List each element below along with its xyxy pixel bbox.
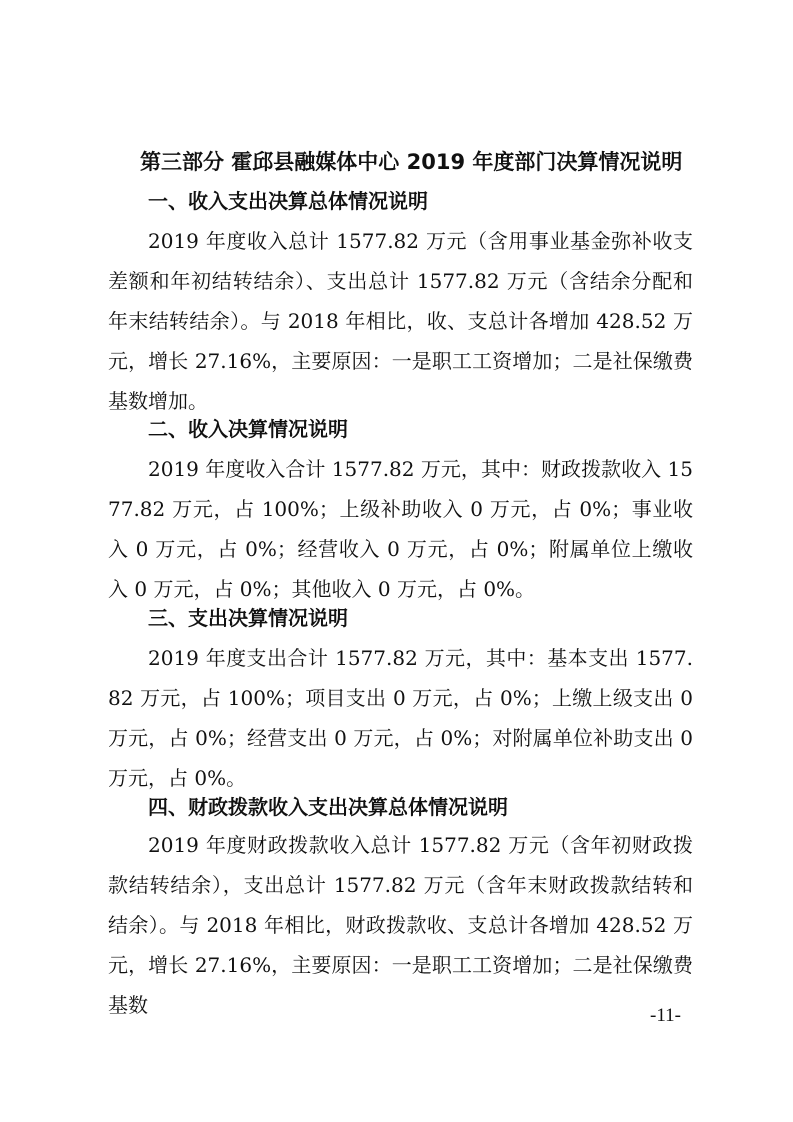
document-title: 第三部分 霍邱县融媒体中心 2019 年度部门决算情况说明 xyxy=(140,150,683,174)
section-heading-2: 二、收入决算情况说明 xyxy=(148,417,348,441)
section-heading-1: 一、收入支出决算总体情况说明 xyxy=(148,189,428,213)
section-heading-3: 三、支出决算情况说明 xyxy=(148,606,348,630)
section-paragraph-3: 2019 年度支出合计 1577.82 万元，其中：基本支出 1577.82 万元，占 100%；项目支出 0 万元，占 0%；上缴上级支出 0 万元，占 0%；经营支出 0 万元，占 0%；对附属单位补助支出 0 万元，占 0%。 xyxy=(108,646,693,790)
section-paragraph-2: 2019 年度收入合计 1577.82 万元，其中：财政拨款收入 1577.82 万元，占 100%；上级补助收入 0 万元，占 0%；事业收入 0 万元，占 0%；经营收入 0 万元，占 0%；附属单位上缴收入 0 万元，占 0%；其他收入 0 万元，占 0%。 xyxy=(108,457,693,601)
section-heading-4: 四、财政拨款收入支出决算总体情况说明 xyxy=(148,795,508,819)
section-paragraph-4: 2019 年度财政拨款收入总计 1577.82 万元（含年初财政拨款结转结余），支出总计 1577.82 万元（含年末财政拨款结转和结余）。与 2018 年相比，财政拨款收、支总计各增加 428.52 万元，增长 27.16%，主要原因：一是职工工资增加；二是社保缴费基数 xyxy=(108,833,693,1017)
page-number: -11- xyxy=(650,1005,681,1026)
section-paragraph-1: 2019 年度收入总计 1577.82 万元（含用事业基金弥补收支差额和年初结转结余）、支出总计 1577.82 万元（含结余分配和年末结转结余）。与 2018 年相比，收、支总计各增加 428.52 万元，增长 27.16%，主要原因：一是职工工资增加；二是社保缴费基数增加。 xyxy=(108,229,693,413)
